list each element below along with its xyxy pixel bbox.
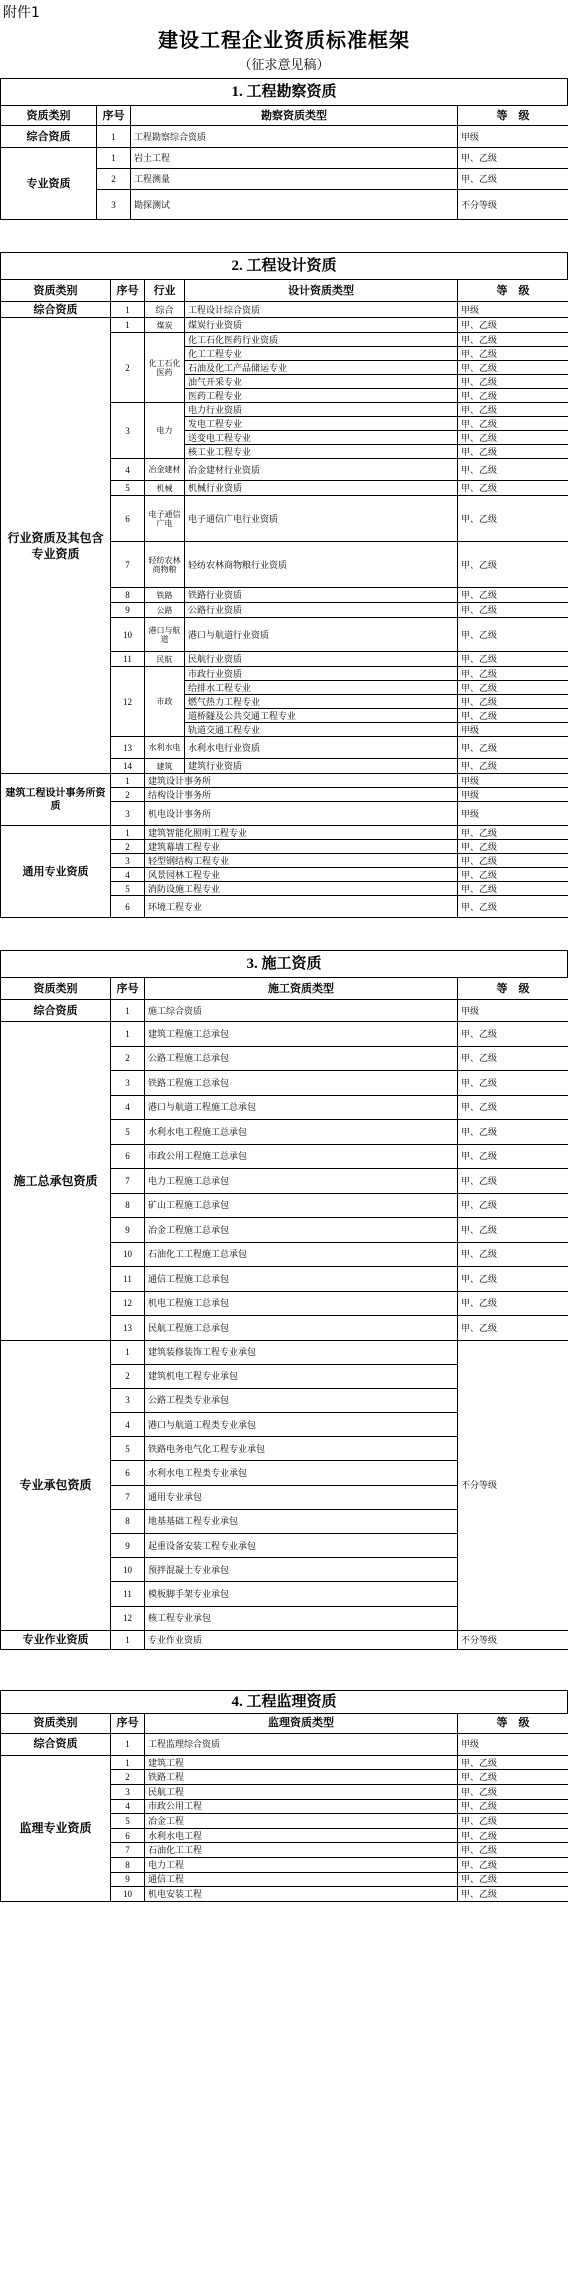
- grade-cell: 甲、乙级: [458, 347, 568, 361]
- grade-cell: 甲、乙级: [458, 333, 568, 347]
- no-cell: 4: [111, 1095, 145, 1120]
- table-row: [1, 1755, 568, 1770]
- type-cell: 通信工程: [145, 1872, 458, 1887]
- grade-cell: 甲、乙级: [458, 1316, 568, 1341]
- table-header-row: [1, 978, 568, 1000]
- grade-cell: 甲、乙级: [458, 1291, 568, 1316]
- no-cell: 9: [111, 1534, 145, 1558]
- type-cell: 公路行业资质: [185, 603, 458, 618]
- grade-cell: 甲、乙级: [458, 618, 568, 652]
- type-cell: 轻型钢结构工程专业: [145, 854, 458, 868]
- industry-cell: 电力: [145, 403, 185, 459]
- col-header-industry: 行业: [145, 280, 185, 302]
- document-header: [0, 0, 568, 78]
- attachment-label: 附件1: [3, 5, 40, 21]
- category-cell: 监理专业资质: [1, 1755, 111, 1901]
- type-cell: 民航行业资质: [185, 652, 458, 667]
- type-cell: 铁路工程施工总承包: [145, 1071, 458, 1096]
- no-cell: 2: [111, 333, 145, 403]
- no-cell: 8: [111, 1193, 145, 1218]
- type-cell: 道桥隧及公共交通工程专业: [185, 709, 458, 723]
- type-cell: 电子通信广电行业资质: [185, 496, 458, 542]
- no-cell: 6: [111, 1144, 145, 1169]
- no-cell: 2: [111, 1364, 145, 1388]
- type-cell: 水利水电工程施工总承包: [145, 1120, 458, 1145]
- survey-table: [0, 105, 568, 220]
- type-cell: 冶金工程: [145, 1814, 458, 1829]
- no-cell: 5: [111, 481, 145, 496]
- no-cell: 1: [111, 1733, 145, 1755]
- arch-firm-rows: [1, 774, 568, 826]
- grade-cell: 甲、乙级: [458, 1857, 568, 1872]
- grade-cell: 甲级: [458, 802, 568, 826]
- grade-cell: 甲级: [458, 126, 568, 148]
- grade-cell: 甲、乙级: [458, 1814, 568, 1829]
- type-cell: 燃气热力工程专业: [185, 695, 458, 709]
- no-cell: 5: [111, 1814, 145, 1829]
- type-cell: 矿山工程施工总承包: [145, 1193, 458, 1218]
- industry-cell: 机械: [145, 481, 185, 496]
- type-cell: 建筑工程施工总承包: [145, 1022, 458, 1047]
- grade-cell: 甲、乙级: [458, 1095, 568, 1120]
- spacer: [0, 918, 568, 950]
- grade-cell: 甲、乙级: [458, 826, 568, 840]
- grade-cell: 甲、乙级: [458, 361, 568, 375]
- type-cell: 轨道交通工程专业: [185, 723, 458, 737]
- no-cell: 4: [111, 1799, 145, 1814]
- type-cell: 铁路工程: [145, 1770, 458, 1785]
- category-cell: 综合资质: [1, 126, 97, 148]
- type-cell: 建筑装修装饰工程专业承包: [145, 1340, 458, 1364]
- category-cell: 建筑工程设计事务所资质: [1, 774, 111, 826]
- grade-cell: 甲、乙级: [458, 737, 568, 759]
- type-cell: 电力行业资质: [185, 403, 458, 417]
- grade-cell: 甲、乙级: [458, 759, 568, 774]
- type-cell: 工程测量: [131, 169, 458, 190]
- no-cell: 3: [111, 403, 145, 459]
- type-cell: 消防设施工程专业: [145, 882, 458, 896]
- grade-cell: 甲、乙级: [458, 681, 568, 695]
- type-cell: 水利水电行业资质: [185, 737, 458, 759]
- type-cell: 通信工程施工总承包: [145, 1267, 458, 1292]
- table-row: [1, 1733, 568, 1755]
- type-cell: 电力工程施工总承包: [145, 1169, 458, 1194]
- no-cell: 7: [111, 1169, 145, 1194]
- table-row: [1, 318, 568, 333]
- no-cell: 13: [111, 737, 145, 759]
- grade-cell: 甲级: [458, 1733, 568, 1755]
- col-header-no: 序号: [111, 1713, 145, 1733]
- table-row: [1, 1022, 568, 1047]
- type-cell: 水利水电工程: [145, 1828, 458, 1843]
- type-cell: 市政公用工程: [145, 1799, 458, 1814]
- table-header-row: [1, 106, 568, 126]
- grade-cell: 甲、乙级: [458, 389, 568, 403]
- no-cell: 5: [111, 1120, 145, 1145]
- industry-rows: [1, 318, 568, 774]
- grade-cell: 甲级: [458, 788, 568, 802]
- section-1-title: 1. 工程勘察资质: [0, 78, 568, 105]
- general-specialty-rows: [1, 826, 568, 918]
- grade-cell: 甲、乙级: [458, 496, 568, 542]
- type-cell: 石油化工工程: [145, 1843, 458, 1858]
- type-cell: 工程勘察综合资质: [131, 126, 458, 148]
- grade-cell: 不分等级: [458, 190, 568, 220]
- no-cell: 5: [111, 882, 145, 896]
- grade-cell: 甲、乙级: [458, 896, 568, 918]
- industry-cell: 轻纺农林商物粮: [145, 542, 185, 588]
- type-cell: 水利水电工程类专业承包: [145, 1461, 458, 1485]
- industry-cell: 铁路: [145, 588, 185, 603]
- col-header-category: 资质类别: [1, 106, 97, 126]
- type-cell: 铁路电务电气化工程专业承包: [145, 1437, 458, 1461]
- grade-cell: 不分等级: [458, 1630, 568, 1649]
- category-cell: 行业资质及其包含专业资质: [1, 318, 111, 774]
- grade-cell: 甲、乙级: [458, 481, 568, 496]
- no-cell: 10: [111, 1887, 145, 1902]
- grade-cell: 甲、乙级: [458, 1022, 568, 1047]
- grade-cell: 甲、乙级: [458, 1193, 568, 1218]
- category-cell: 综合资质: [1, 1000, 111, 1022]
- no-cell: 1: [111, 1630, 145, 1649]
- no-cell: 6: [111, 496, 145, 542]
- grade-cell: 甲、乙级: [458, 1872, 568, 1887]
- section-2-title: 2. 工程设计资质: [0, 252, 568, 279]
- grade-cell: 甲级: [458, 1000, 568, 1022]
- no-cell: 3: [111, 1071, 145, 1096]
- no-cell: 4: [111, 868, 145, 882]
- category-cell: 专业作业资质: [1, 1630, 111, 1649]
- type-cell: 机械行业资质: [185, 481, 458, 496]
- no-cell: 4: [111, 1413, 145, 1437]
- supervision-rows: [1, 1755, 568, 1901]
- grade-cell: 甲、乙级: [458, 652, 568, 667]
- grade-cell: 甲、乙级: [458, 542, 568, 588]
- type-cell: 电力工程: [145, 1857, 458, 1872]
- grade-cell: 甲、乙级: [458, 588, 568, 603]
- section-3-title: 3. 施工资质: [0, 950, 568, 977]
- grade-cell: 甲、乙级: [458, 1770, 568, 1785]
- grade-cell: 甲、乙级: [458, 854, 568, 868]
- no-cell: 13: [111, 1316, 145, 1341]
- grade-cell: 甲、乙级: [458, 1071, 568, 1096]
- no-cell: 2: [111, 1046, 145, 1071]
- grade-cell: 甲、乙级: [458, 1267, 568, 1292]
- section-4-title: 4. 工程监理资质: [0, 1690, 568, 1713]
- grade-cell: 甲、乙级: [458, 882, 568, 896]
- type-cell: 施工综合资质: [145, 1000, 458, 1022]
- col-header-grade: 等 级: [458, 106, 568, 126]
- no-cell: 6: [111, 1461, 145, 1485]
- no-cell: 11: [111, 1582, 145, 1606]
- grade-cell: 甲级: [458, 723, 568, 737]
- type-cell: 港口与航道工程施工总承包: [145, 1095, 458, 1120]
- no-cell: 7: [111, 542, 145, 588]
- no-cell: 1: [111, 1340, 145, 1364]
- grade-cell: 甲、乙级: [458, 1218, 568, 1243]
- type-cell: 建筑机电工程专业承包: [145, 1364, 458, 1388]
- grade-cell: 甲级: [458, 774, 568, 788]
- no-cell: 1: [111, 1022, 145, 1047]
- no-cell: 6: [111, 1828, 145, 1843]
- no-cell: 10: [111, 1242, 145, 1267]
- table-row: [1, 1340, 568, 1364]
- grade-cell: 甲、乙级: [458, 1169, 568, 1194]
- type-cell: 医药工程专业: [185, 389, 458, 403]
- grade-cell: 甲、乙级: [458, 403, 568, 417]
- type-cell: 化工工程专业: [185, 347, 458, 361]
- category-cell: 综合资质: [1, 1733, 111, 1755]
- type-cell: 建筑幕墙工程专业: [145, 840, 458, 854]
- industry-cell: 综合: [145, 302, 185, 318]
- supervision-table: [0, 1713, 568, 1902]
- type-cell: 机电安装工程: [145, 1887, 458, 1902]
- grade-cell: 甲、乙级: [458, 1828, 568, 1843]
- table-row: [1, 148, 568, 169]
- no-cell: 12: [111, 1606, 145, 1630]
- no-cell: 11: [111, 652, 145, 667]
- col-header-category: 资质类别: [1, 280, 111, 302]
- grade-cell: 甲、乙级: [458, 375, 568, 389]
- no-cell: 4: [111, 459, 145, 481]
- type-cell: 建筑设计事务所: [145, 774, 458, 788]
- no-cell: 2: [97, 169, 131, 190]
- grade-cell: 不分等级: [458, 1340, 568, 1630]
- industry-cell: 建筑: [145, 759, 185, 774]
- grade-cell: 甲、乙级: [458, 709, 568, 723]
- spacer: [0, 220, 568, 252]
- no-cell: 7: [111, 1485, 145, 1509]
- col-header-no: 序号: [111, 280, 145, 302]
- grade-cell: 甲、乙级: [458, 148, 568, 169]
- industry-cell: 水利水电: [145, 737, 185, 759]
- grade-cell: 甲、乙级: [458, 840, 568, 854]
- no-cell: 5: [111, 1437, 145, 1461]
- type-cell: 公路工程施工总承包: [145, 1046, 458, 1071]
- table-row: [1, 826, 568, 840]
- no-cell: 1: [111, 318, 145, 333]
- type-cell: 建筑工程: [145, 1755, 458, 1770]
- col-header-grade: 等 级: [458, 280, 568, 302]
- no-cell: 1: [111, 826, 145, 840]
- col-header-type: 勘察资质类型: [131, 106, 458, 126]
- type-cell: 市政行业资质: [185, 667, 458, 681]
- col-header-type: 监理资质类型: [145, 1713, 458, 1733]
- type-cell: 冶金工程施工总承包: [145, 1218, 458, 1243]
- type-cell: 铁路行业资质: [185, 588, 458, 603]
- table-header-row: [1, 1713, 568, 1733]
- grade-cell: 甲、乙级: [458, 1784, 568, 1799]
- type-cell: 勘探测试: [131, 190, 458, 220]
- table-row: [1, 1000, 568, 1022]
- industry-cell: 公路: [145, 603, 185, 618]
- no-cell: 3: [111, 1388, 145, 1412]
- no-cell: 6: [111, 896, 145, 918]
- type-cell: 起重设备安装工程专业承包: [145, 1534, 458, 1558]
- no-cell: 1: [111, 774, 145, 788]
- grade-cell: 甲、乙级: [458, 1755, 568, 1770]
- col-header-type: 设计资质类型: [185, 280, 458, 302]
- industry-cell: 冶金建材: [145, 459, 185, 481]
- no-cell: 14: [111, 759, 145, 774]
- general-contract-rows: [1, 1022, 568, 1341]
- industry-cell: 化工石化医药: [145, 333, 185, 403]
- grade-cell: 甲、乙级: [458, 603, 568, 618]
- type-cell: 核工程专业承包: [145, 1606, 458, 1630]
- type-cell: 建筑行业资质: [185, 759, 458, 774]
- no-cell: 12: [111, 1291, 145, 1316]
- industry-cell: 港口与航道: [145, 618, 185, 652]
- type-cell: 给排水工程专业: [185, 681, 458, 695]
- no-cell: 2: [111, 840, 145, 854]
- document-title: 建设工程企业资质标准框架: [158, 30, 410, 52]
- type-cell: 通用专业承包: [145, 1485, 458, 1509]
- no-cell: 9: [111, 1218, 145, 1243]
- table-row: [1, 1630, 568, 1649]
- spacer: [0, 1650, 568, 1690]
- no-cell: 3: [111, 854, 145, 868]
- document-subtitle: （征求意见稿）: [238, 57, 330, 72]
- type-cell: 轻纺农林商物粮行业资质: [185, 542, 458, 588]
- type-cell: 石油化工工程施工总承包: [145, 1242, 458, 1267]
- grade-cell: 甲、乙级: [458, 1799, 568, 1814]
- col-header-category: 资质类别: [1, 978, 111, 1000]
- construction-table: [0, 977, 568, 1650]
- grade-cell: 甲级: [458, 302, 568, 318]
- grade-cell: 甲、乙级: [458, 1120, 568, 1145]
- col-header-grade: 等 级: [458, 1713, 568, 1733]
- type-cell: 工程设计综合资质: [185, 302, 458, 318]
- type-cell: 建筑智能化照明工程专业: [145, 826, 458, 840]
- type-cell: 环境工程专业: [145, 896, 458, 918]
- no-cell: 8: [111, 1857, 145, 1872]
- table-header-row: [1, 280, 568, 302]
- grade-cell: 甲、乙级: [458, 1887, 568, 1902]
- no-cell: 10: [111, 618, 145, 652]
- category-cell: 通用专业资质: [1, 826, 111, 918]
- type-cell: 核工业工程专业: [185, 445, 458, 459]
- grade-cell: 甲、乙级: [458, 1046, 568, 1071]
- type-cell: 民航工程施工总承包: [145, 1316, 458, 1341]
- type-cell: 港口与航道工程类专业承包: [145, 1413, 458, 1437]
- no-cell: 7: [111, 1843, 145, 1858]
- industry-cell: 民航: [145, 652, 185, 667]
- table-row: [1, 774, 568, 788]
- no-cell: 1: [111, 1000, 145, 1022]
- grade-cell: 甲、乙级: [458, 417, 568, 431]
- no-cell: 9: [111, 1872, 145, 1887]
- grade-cell: 甲、乙级: [458, 695, 568, 709]
- industry-cell: 市政: [145, 667, 185, 737]
- type-cell: 专业作业资质: [145, 1630, 458, 1649]
- type-cell: 模板脚手架专业承包: [145, 1582, 458, 1606]
- col-header-type: 施工资质类型: [145, 978, 458, 1000]
- industry-cell: 电子通信广电: [145, 496, 185, 542]
- grade-cell: 甲、乙级: [458, 459, 568, 481]
- type-cell: 冶金建材行业资质: [185, 459, 458, 481]
- no-cell: 11: [111, 1267, 145, 1292]
- no-cell: 10: [111, 1558, 145, 1582]
- col-header-category: 资质类别: [1, 1713, 111, 1733]
- grade-cell: 甲、乙级: [458, 868, 568, 882]
- grade-cell: 甲、乙级: [458, 445, 568, 459]
- no-cell: 3: [97, 190, 131, 220]
- col-header-no: 序号: [97, 106, 131, 126]
- type-cell: 发电工程专业: [185, 417, 458, 431]
- industry-cell: 煤炭: [145, 318, 185, 333]
- category-cell: 专业承包资质: [1, 1340, 111, 1630]
- type-cell: 公路工程类专业承包: [145, 1388, 458, 1412]
- col-header-grade: 等 级: [458, 978, 568, 1000]
- grade-cell: 甲、乙级: [458, 1843, 568, 1858]
- col-header-no: 序号: [111, 978, 145, 1000]
- grade-cell: 甲、乙级: [458, 431, 568, 445]
- no-cell: 1: [97, 148, 131, 169]
- type-cell: 岩土工程: [131, 148, 458, 169]
- no-cell: 12: [111, 667, 145, 737]
- type-cell: 预拌混凝土专业承包: [145, 1558, 458, 1582]
- type-cell: 民航工程: [145, 1784, 458, 1799]
- type-cell: 结构设计事务所: [145, 788, 458, 802]
- type-cell: 机电设计事务所: [145, 802, 458, 826]
- type-cell: 地基基础工程专业承包: [145, 1509, 458, 1533]
- table-row: [1, 302, 568, 318]
- design-table: [0, 279, 568, 918]
- type-cell: 风景园林工程专业: [145, 868, 458, 882]
- type-cell: 工程监理综合资质: [145, 1733, 458, 1755]
- no-cell: 3: [111, 802, 145, 826]
- type-cell: 油气开采专业: [185, 375, 458, 389]
- grade-cell: 甲、乙级: [458, 667, 568, 681]
- type-cell: 机电工程施工总承包: [145, 1291, 458, 1316]
- grade-cell: 甲、乙级: [458, 169, 568, 190]
- no-cell: 2: [111, 788, 145, 802]
- type-cell: 市政公用工程施工总承包: [145, 1144, 458, 1169]
- type-cell: 煤炭行业资质: [185, 318, 458, 333]
- category-cell: 专业资质: [1, 148, 97, 220]
- type-cell: 石油及化工产品储运专业: [185, 361, 458, 375]
- grade-cell: 甲、乙级: [458, 318, 568, 333]
- specialty-contract-rows: [1, 1340, 568, 1630]
- grade-cell: 甲、乙级: [458, 1242, 568, 1267]
- type-cell: 港口与航道行业资质: [185, 618, 458, 652]
- no-cell: 1: [97, 126, 131, 148]
- category-cell: 施工总承包资质: [1, 1022, 111, 1341]
- no-cell: 9: [111, 603, 145, 618]
- type-cell: 化工石化医药行业资质: [185, 333, 458, 347]
- no-cell: 8: [111, 588, 145, 603]
- grade-cell: 甲、乙级: [458, 1144, 568, 1169]
- table-row: [1, 126, 568, 148]
- category-cell: 综合资质: [1, 302, 111, 318]
- no-cell: 3: [111, 1784, 145, 1799]
- type-cell: 送变电工程专业: [185, 431, 458, 445]
- no-cell: 8: [111, 1509, 145, 1533]
- no-cell: 1: [111, 1755, 145, 1770]
- no-cell: 2: [111, 1770, 145, 1785]
- no-cell: 1: [111, 302, 145, 318]
